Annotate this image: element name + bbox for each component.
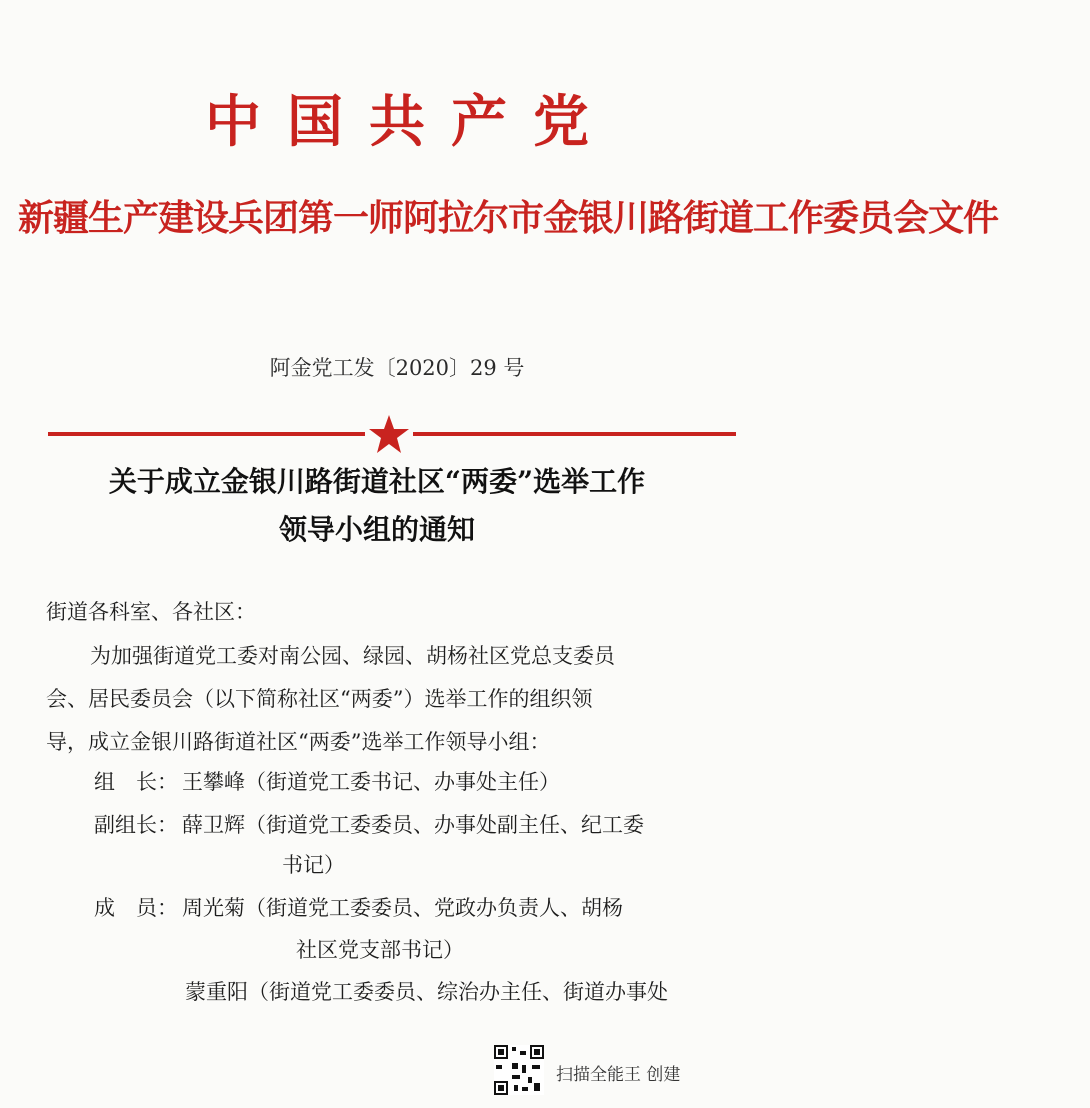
deputy-role: 副组长： xyxy=(94,813,178,837)
header-party: 中国共产党 xyxy=(205,89,615,155)
scanner-watermark-label: 扫描全能王 创建 xyxy=(556,1065,681,1085)
paragraph-line-3: 导，成立金银川路街道社区“两委”选举工作领导小组： xyxy=(46,730,551,754)
qr-code-icon xyxy=(494,1045,544,1095)
member1-continuation: 社区党支部书记） xyxy=(296,938,464,962)
member-role: 成 员： xyxy=(94,896,178,920)
member-row-1 xyxy=(94,892,888,922)
deputy-text: 薛卫辉（街道党工委委员、办事处副主任、纪工委 xyxy=(182,813,644,837)
star-icon xyxy=(368,414,410,454)
salutation: 街道各科室、各社区： xyxy=(46,600,256,624)
member-row-2: 蒙重阳（街道党工委委员、综治办主任、街道办事处 xyxy=(185,980,668,1004)
member1-text: 周光菊（街道党工委委员、党政办负责人、胡杨 xyxy=(182,896,623,920)
header-organization: 新疆生产建设兵团第一师阿拉尔市金银川路街道工作委员会文件 xyxy=(18,197,999,239)
leader-role: 组 长： xyxy=(94,770,178,794)
red-rule-right xyxy=(413,432,736,436)
paragraph-line-2: 会、居民委员会（以下简称社区“两委”）选举工作的组织领 xyxy=(46,687,593,711)
deputy-row xyxy=(94,809,888,839)
document-number: 阿金党工发〔2020〕29 号 xyxy=(269,356,525,380)
notice-title-line2: 领导小组的通知 xyxy=(278,513,475,546)
red-rule-left xyxy=(48,432,365,436)
deputy-continuation: 书记） xyxy=(282,853,345,877)
leader-row xyxy=(94,766,888,796)
paragraph-line-1: 为加强街道党工委对南公园、绿园、胡杨社区党总支委员 xyxy=(90,644,615,668)
notice-title-line1: 关于成立金银川路街道社区“两委”选举工作 xyxy=(108,465,646,498)
leader-text: 王攀峰（街道党工委书记、办事处主任） xyxy=(182,770,560,794)
